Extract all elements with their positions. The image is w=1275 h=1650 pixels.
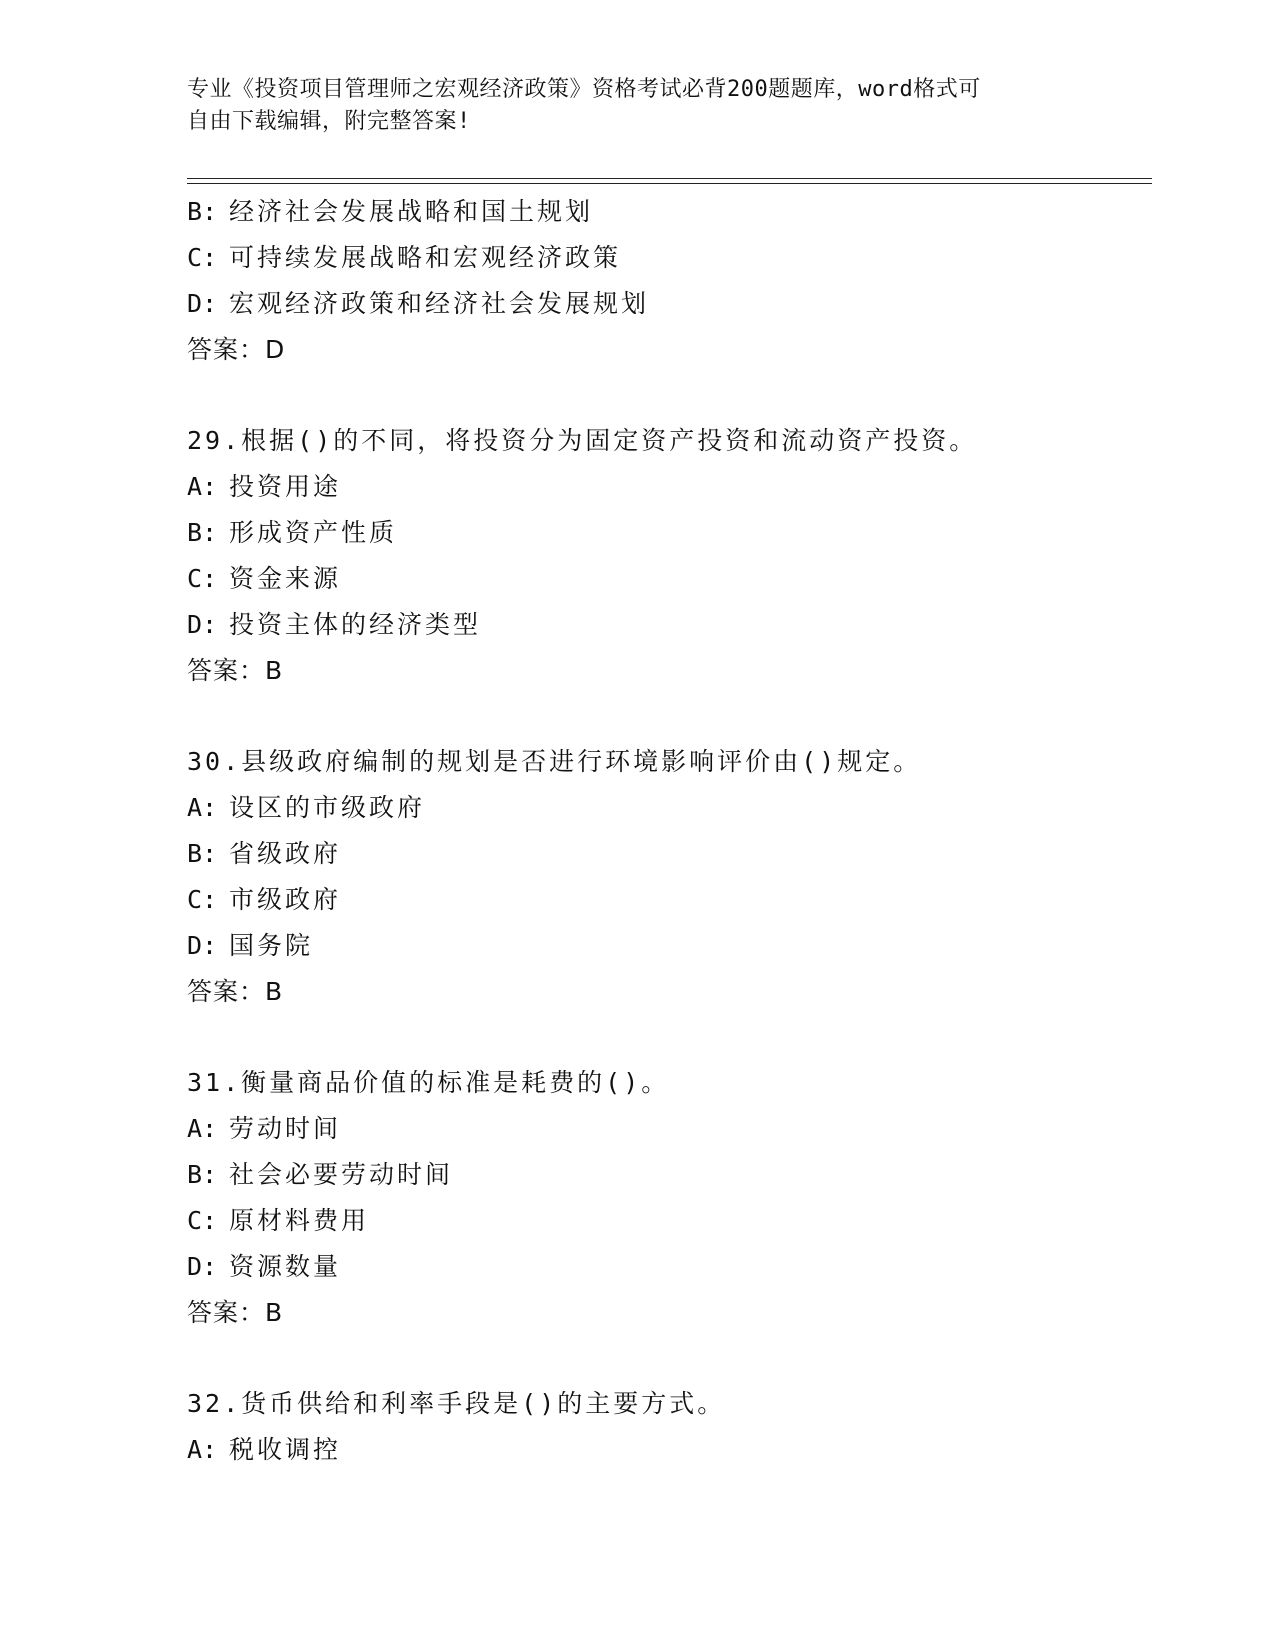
option-text: 经济社会发展战略和国土规划 bbox=[229, 197, 594, 226]
option-key: C: bbox=[187, 1206, 218, 1235]
option-text: 省级政府 bbox=[229, 839, 342, 868]
option-text: 市级政府 bbox=[229, 885, 342, 914]
option-text: 投资主体的经济类型 bbox=[229, 610, 482, 639]
question-block-30 bbox=[187, 739, 1147, 1015]
option-key: B: bbox=[187, 839, 218, 868]
header-divider-top bbox=[187, 178, 1152, 179]
option-b bbox=[187, 510, 1147, 556]
header-divider-bottom bbox=[187, 183, 1152, 184]
option-key: C: bbox=[187, 885, 218, 914]
option-d bbox=[187, 602, 1147, 648]
option-c bbox=[187, 235, 1147, 281]
option-text: 设区的市级政府 bbox=[229, 793, 426, 822]
question-stem: 29.根据()的不同，将投资分为固定资产投资和流动资产投资。 bbox=[187, 426, 978, 455]
option-b bbox=[187, 1152, 1147, 1198]
answer-line: 答案：B bbox=[187, 1298, 284, 1327]
question-list bbox=[187, 189, 1147, 1473]
option-text: 资金来源 bbox=[229, 564, 342, 593]
option-d bbox=[187, 1244, 1147, 1290]
option-d bbox=[187, 281, 1147, 327]
option-a bbox=[187, 464, 1147, 510]
document-header bbox=[187, 74, 1067, 138]
option-key: B: bbox=[187, 197, 218, 226]
option-d bbox=[187, 923, 1147, 969]
option-text: 资源数量 bbox=[229, 1252, 342, 1281]
header-line-1: 专业《投资项目管理师之宏观经济政策》资格考试必背200题题库，word格式可 bbox=[187, 77, 981, 102]
question-stem: 32.货币供给和利率手段是()的主要方式。 bbox=[187, 1389, 726, 1418]
option-key: D: bbox=[187, 931, 218, 960]
question-block-29 bbox=[187, 418, 1147, 694]
option-a bbox=[187, 1106, 1147, 1152]
question-stem: 31.衡量商品价值的标准是耗费的()。 bbox=[187, 1068, 670, 1097]
spacer bbox=[187, 1015, 1147, 1060]
option-key: D: bbox=[187, 289, 218, 318]
spacer bbox=[187, 1336, 1147, 1381]
option-text: 宏观经济政策和经济社会发展规划 bbox=[229, 289, 650, 318]
option-text: 原材料费用 bbox=[229, 1206, 370, 1235]
option-key: A: bbox=[187, 472, 218, 501]
question-block-32 bbox=[187, 1381, 1147, 1473]
answer-line: 答案：D bbox=[187, 335, 286, 364]
option-text: 可持续发展战略和宏观经济政策 bbox=[229, 243, 622, 272]
spacer bbox=[187, 373, 1147, 418]
option-key: A: bbox=[187, 793, 218, 822]
option-key: C: bbox=[187, 564, 218, 593]
option-text: 劳动时间 bbox=[229, 1114, 342, 1143]
option-key: B: bbox=[187, 1160, 218, 1189]
question-stem: 30.县级政府编制的规划是否进行环境影响评价由()规定。 bbox=[187, 747, 922, 776]
question-block-31 bbox=[187, 1060, 1147, 1336]
option-key: C: bbox=[187, 243, 218, 272]
answer-line: 答案：B bbox=[187, 977, 284, 1006]
spacer bbox=[187, 694, 1147, 739]
header-line-2: 自由下载编辑，附完整答案! bbox=[187, 109, 471, 134]
option-a bbox=[187, 1427, 1147, 1473]
option-key: A: bbox=[187, 1435, 218, 1464]
option-key: A: bbox=[187, 1114, 218, 1143]
option-b bbox=[187, 189, 1147, 235]
option-text: 形成资产性质 bbox=[229, 518, 398, 547]
option-text: 社会必要劳动时间 bbox=[229, 1160, 454, 1189]
option-key: D: bbox=[187, 610, 218, 639]
option-c bbox=[187, 877, 1147, 923]
answer-line: 答案：B bbox=[187, 656, 284, 685]
option-b bbox=[187, 831, 1147, 877]
option-text: 投资用途 bbox=[229, 472, 342, 501]
option-key: D: bbox=[187, 1252, 218, 1281]
option-c bbox=[187, 556, 1147, 602]
option-key: B: bbox=[187, 518, 218, 547]
option-text: 国务院 bbox=[229, 931, 314, 960]
option-c bbox=[187, 1198, 1147, 1244]
option-a bbox=[187, 785, 1147, 831]
question-block-prev bbox=[187, 189, 1147, 373]
option-text: 税收调控 bbox=[229, 1435, 342, 1464]
